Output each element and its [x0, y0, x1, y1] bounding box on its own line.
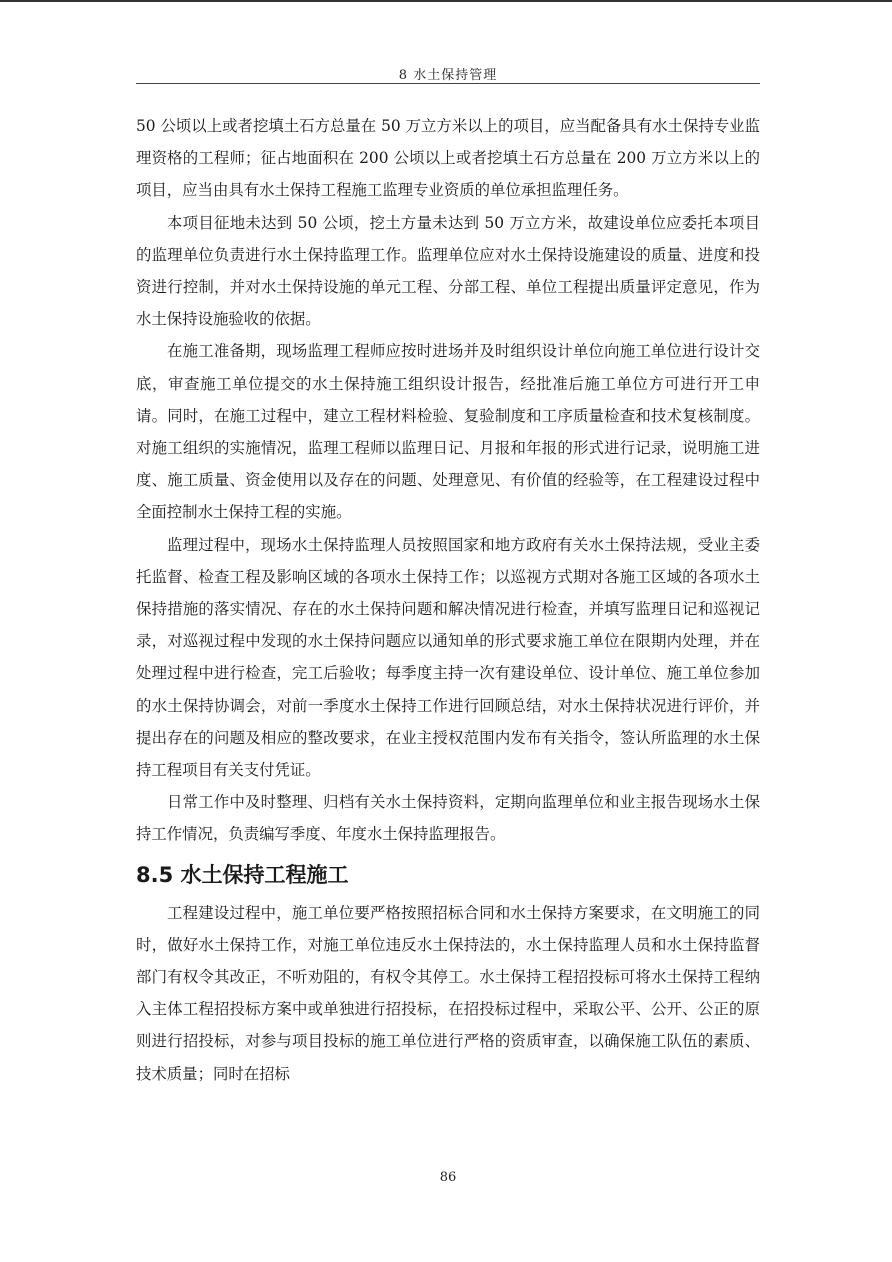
paragraph-6: 工程建设过程中，施工单位要严格按照招标合同和水土保持方案要求，在文明施工的同时，做好水土保持工作，对施工单位违反水土保持法的，水土保持监理人员和水土保持监督部门有权令其改正，不听劝阻的，有权令其停工。水土保持工程招投标可将水土保持工程纳入主体工程招投标方案中或单独进行招投标，在招投标过程中，采取公平、公开、公正的原则进行招投标，对参与项目投标的施工单位进行严格的资质审查，以确保施工队伍的素质、技术质量；同时在招标	[136, 903, 760, 1083]
section-heading: 8.5 水土保持工程施工	[136, 862, 349, 887]
paragraph-2: 本项目征地未达到 50 公顷，挖土方量未达到 50 万立方米，故建设单位应委托本项目的监理单位负责进行水土保持监理工作。监理单位应对水土保持设施建设的质量、进度和投资进行控制，并对水土保持设施的单元工程、分部工程、单位工程提出质量评定意见，作为水土保持设施验收的依据。	[136, 213, 760, 329]
document-body	[136, 110, 760, 1090]
page-number: 86	[439, 1170, 457, 1185]
paragraph-4: 监理过程中，现场水土保持监理人员按照国家和地方政府有关水土保持法规，受业主委托监督、检查工程及影响区域的各项水土保持工作；以巡视方式期对各施工区域的各项水土保持措施的落实情况、存在的水土保持问题和解决情况进行检查，并填写监理日记和巡视记录，对巡视过程中发现的水土保持问题应以通知单的形式要求施工单位在限期内处理，并在处理过程中进行检查，完工后验收；每季度主持一次有建设单位、设计单位、施工单位参加的水土保持协调会，对前一季度水土保持工作进行回顾总结，对水土保持状况进行评价，并提出存在的问题及相应的整改要求，在业主授权范围内发布有关指令，签认所监理的水土保持工程项目有关支付凭证。	[136, 535, 760, 780]
running-header: 8 水土保持管理	[398, 68, 498, 83]
top-border-line	[0, 0, 892, 2]
paragraph-3: 在施工准备期，现场监理工程师应按时进场并及时组织设计单位向施工单位进行设计交底，审查施工单位提交的水土保持施工组织设计报告，经批准后施工单位方可进行开工申请。同时，在施工过程中，建立工程材料检验、复验制度和工序质量检查和技术复核制度。对施工组织的实施情况，监理工程师以监理日记、月报和年报的形式进行记录，说明施工进度、施工质量、资金使用以及存在的问题、处理意见、有价值的经验等，在工程建设过程中全面控制水土保持工程的实施。	[136, 342, 760, 522]
paragraph-1: 50 公顷以上或者挖填土石方总量在 50 万立方米以上的项目，应当配备具有水土保持专业监理资格的工程师；征占地面积在 200 公顷以上或者挖填土石方总量在 200 万立方米以上的项目，应当由具有水土保持工程施工监理专业资质的单位承担监理任务。	[136, 117, 760, 200]
header-rule	[136, 83, 760, 84]
paragraph-5: 日常工作中及时整理、归档有关水土保持资料，定期向监理单位和业主报告现场水土保持工作情况，负责编写季度、年度水土保持监理报告。	[136, 793, 760, 844]
